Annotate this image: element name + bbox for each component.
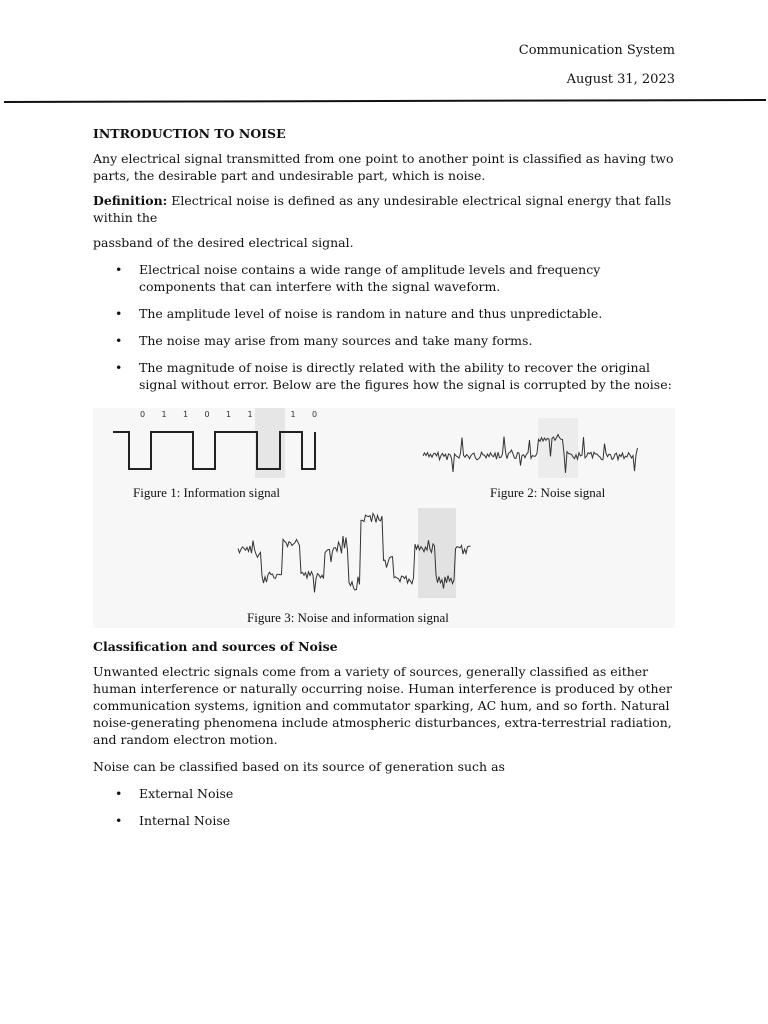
bit-label: 1 (247, 410, 253, 419)
list-item: • The amplitude level of noise is random in nature and thus unpredictable. (93, 305, 681, 322)
bit-label: 1 (290, 410, 296, 419)
list-item: • Internal Noise (93, 812, 681, 829)
list-item: • The magnitude of noise is directly related with the ability to recover the original signal without error. Below are the figures how the signal is corrupted by the noise: (93, 359, 681, 393)
figure-2-caption: Figure 2: Noise signal (490, 485, 606, 500)
noise-figures (93, 408, 675, 628)
definition-text: Electrical noise is defined as any undesirable electrical signal energy that falls within the (93, 193, 672, 225)
classification-heading: Classification and sources of Noise (93, 639, 338, 654)
bit-label: 0 (204, 410, 210, 419)
noise-type-list (93, 785, 681, 829)
definition-continuation: passband of the desired electrical signal. (93, 235, 354, 250)
definition-paragraph (93, 192, 681, 226)
classification-paragraph: Unwanted electric signals come from a variety of sources, generally classified as either human interference or naturally occurring noise. Human interference is produced by other communication systems, ignition and commutator sparking, AC hum, and so forth. Natural noise-generating phenomena include atmospheric disturbances, extra-terrestrial radiation, and random electron motion. (93, 664, 672, 747)
waveform-drawing (93, 408, 675, 628)
noise-signal-waveform (423, 435, 638, 473)
list-item: • Electrical noise contains a wide range of amplitude levels and frequency components that can interfere with the signal waveform. (93, 261, 681, 295)
document-body (93, 125, 681, 403)
bit-label: 1 (226, 410, 232, 419)
definition-label: Definition: (93, 193, 168, 208)
scan-shading (418, 508, 456, 598)
bit-label: 1 (161, 410, 167, 419)
intro-heading: INTRODUCTION TO NOISE (93, 126, 286, 141)
figure-1-caption: Figure 1: Information signal (133, 485, 280, 500)
scan-shading (538, 418, 578, 478)
bit-label: 1 (183, 410, 189, 419)
bit-label: 0 (312, 410, 318, 419)
list-item: • External Noise (93, 785, 681, 802)
header-date: August 31, 2023 (566, 72, 675, 87)
bit-label: 0 (140, 410, 146, 419)
figure-3-caption: Figure 3: Noise and information signal (247, 610, 449, 625)
list-item: • The noise may arise from many sources and take many forms. (93, 332, 681, 349)
intro-bullet-list (93, 261, 681, 393)
classification-intro: Noise can be classified based on its source of generation such as (93, 759, 505, 774)
header-course-title: Communication System (518, 43, 675, 58)
intro-paragraph: Any electrical signal transmitted from one point to another point is classified as having two parts, the desirable part and undesirable part, which is noise. (93, 151, 674, 183)
header-divider (4, 99, 766, 103)
classification-section (93, 638, 681, 839)
